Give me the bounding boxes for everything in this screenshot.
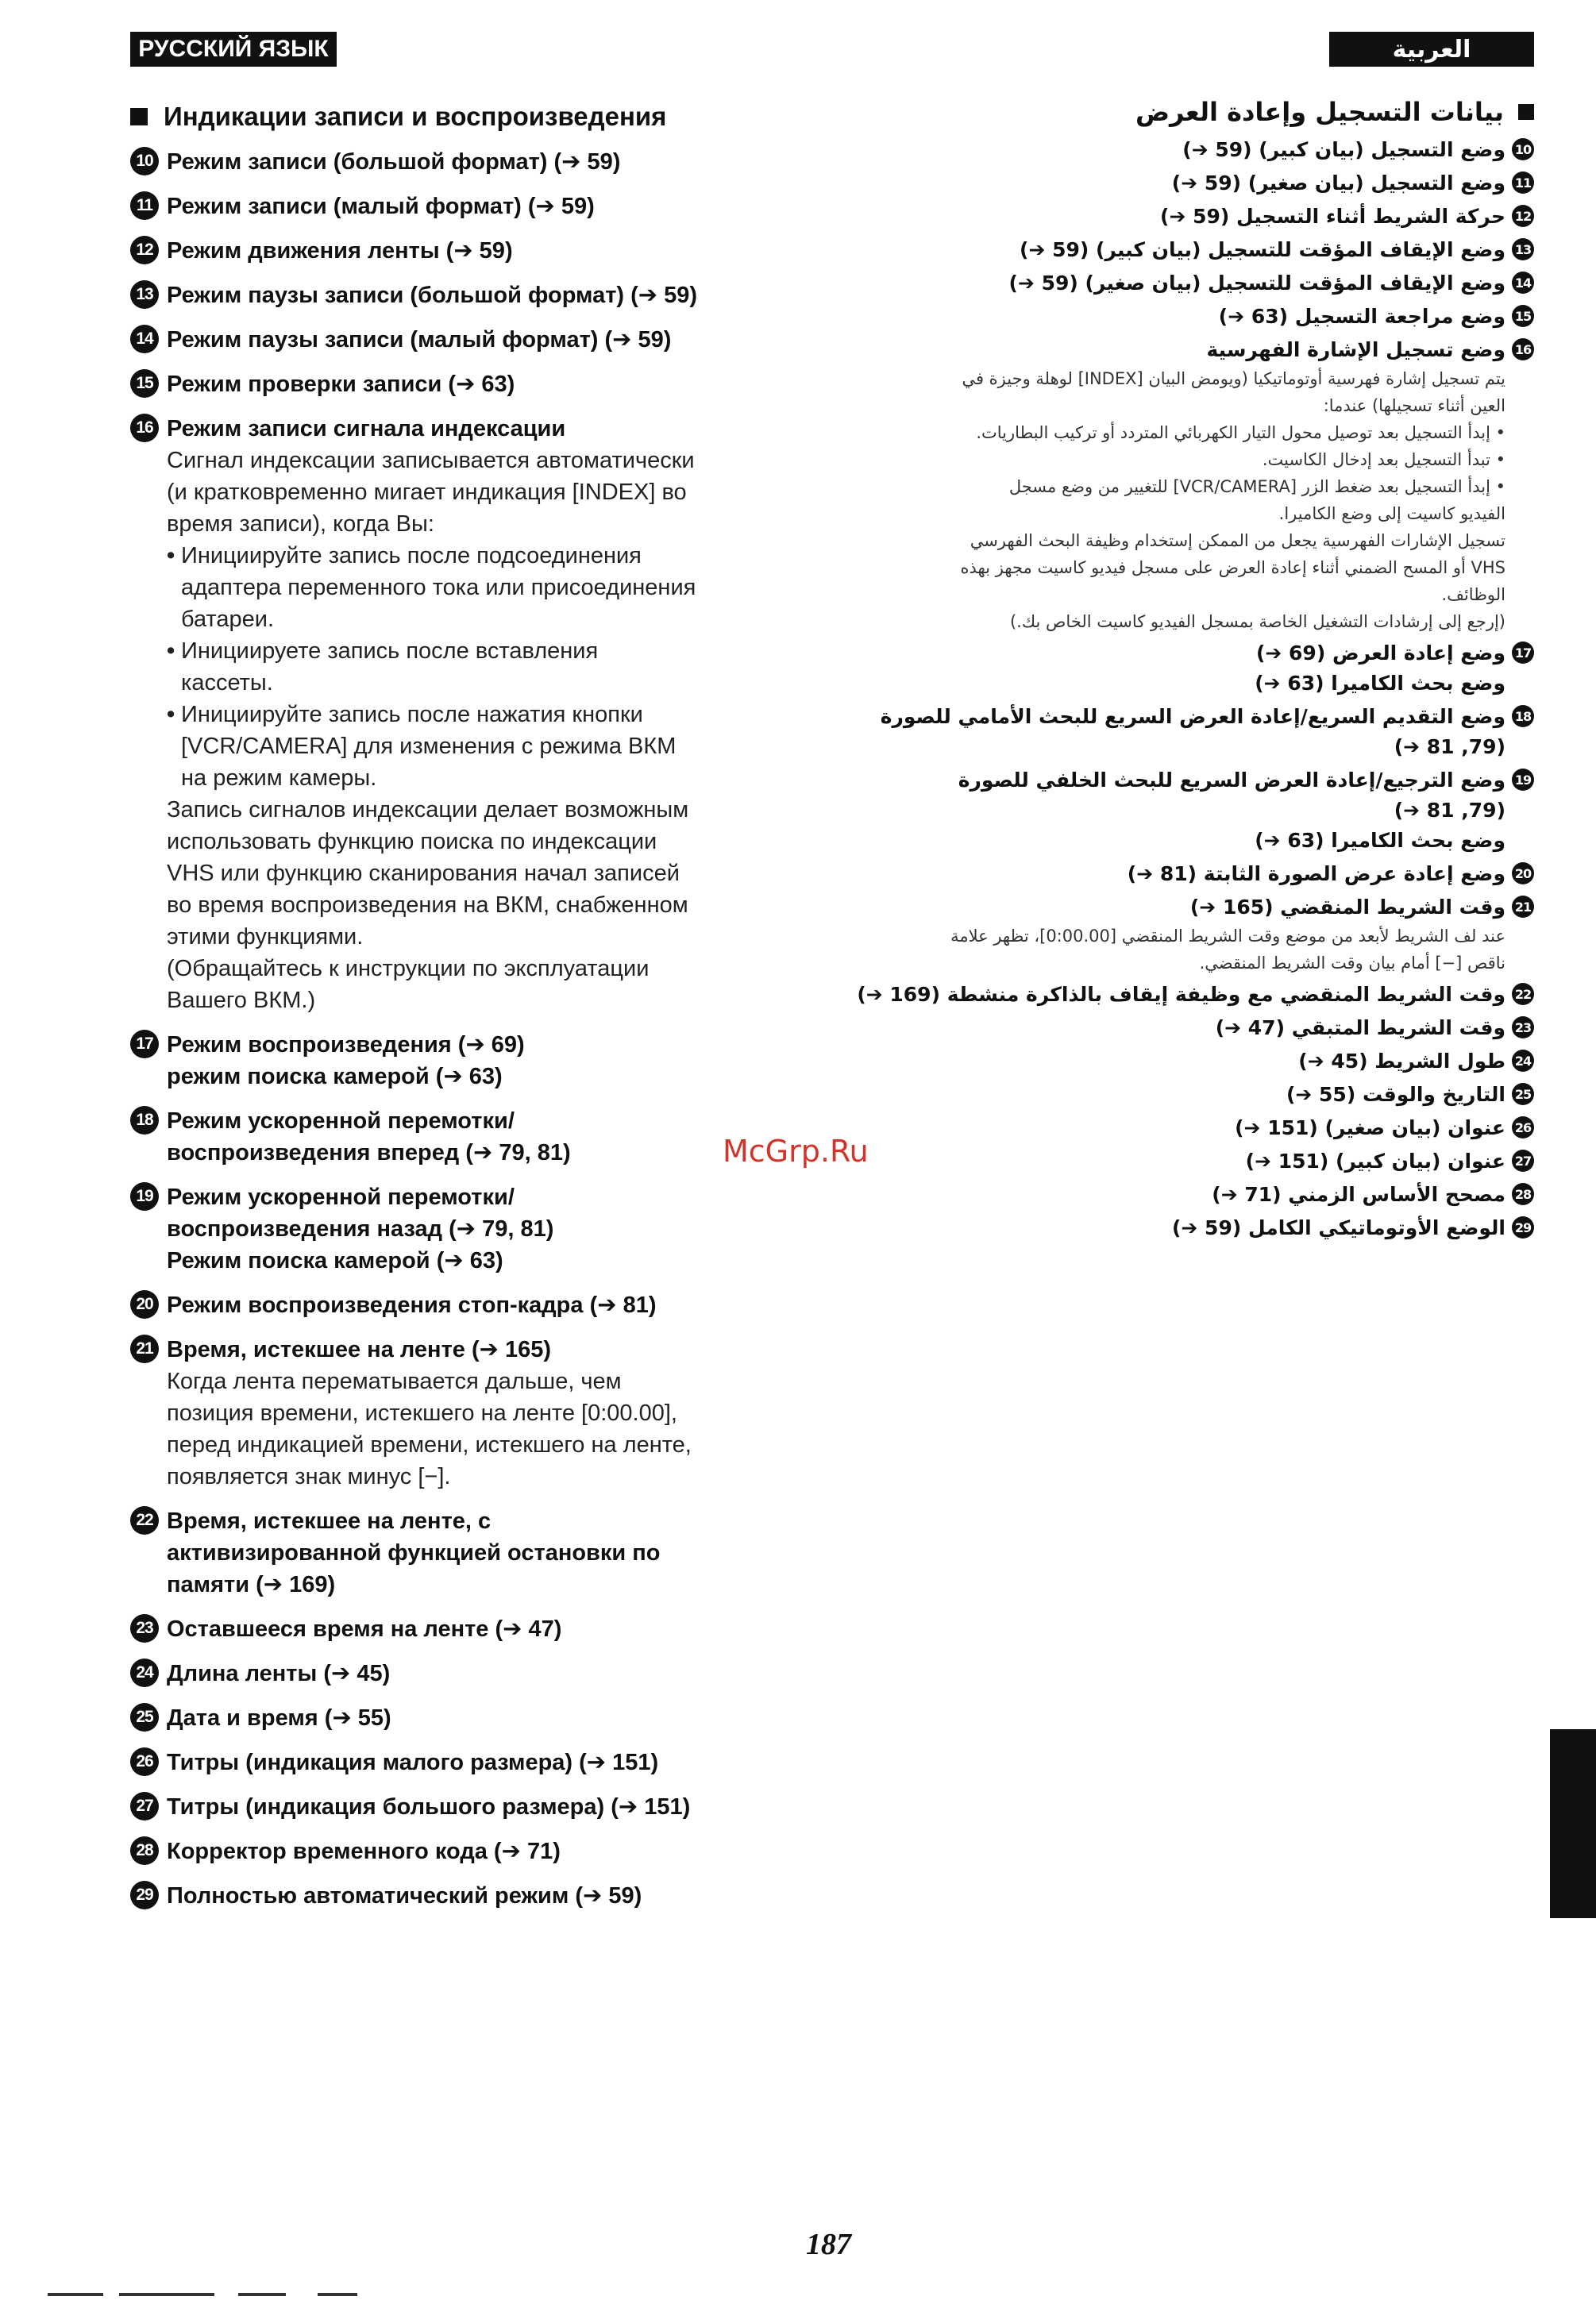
item-number-icon: 21 (1512, 896, 1534, 918)
square-bullet-icon (130, 108, 148, 125)
bullet-dot-icon: • (167, 638, 175, 664)
ru-item-list (130, 146, 813, 1912)
ar-item-body (819, 980, 1505, 1010)
ar-item-16 (819, 335, 1534, 635)
ru-item-body (167, 1289, 813, 1321)
ru-item-label: Режим записи (малый формат) (➔ 59) (167, 194, 595, 219)
ar-item-25 (819, 1080, 1534, 1110)
ru-item-label: Режим паузы записи (малый формат) (➔ 59) (167, 327, 672, 353)
ru-item-body (167, 1181, 813, 1277)
arabic-column (819, 97, 1534, 1243)
ru-item-description: Когда лента перематывается дальше, чем позиция времени, истекшего на ленте [0:00.00], перед индикацией времени, истекшего на ленте, появляется знак минус [−]. (167, 1369, 692, 1489)
item-number-icon: 25 (130, 1703, 159, 1732)
ar-item-list (819, 135, 1534, 1243)
item-number-icon: 23 (130, 1614, 159, 1643)
ru-item-10 (130, 146, 813, 178)
ru-item-21 (130, 1334, 813, 1493)
ar-item-label: وضع مراجعة التسجيل (63 ➔) (1218, 305, 1505, 328)
ru-item-label: Режим ускоренной перемотки/ воспроизведения назад (➔ 79, 81) Режим поиска камерой (➔ 63) (167, 1185, 554, 1273)
item-number-icon: 20 (130, 1290, 159, 1319)
item-number-icon: 19 (130, 1182, 159, 1211)
russian-language-tab: РУССКИЙ ЯЗЫК (130, 32, 337, 67)
ar-item-description: عند لف الشريط لأبعد من موضع وقت الشريط المنقضي [0:00.00]، تظهر علامة ناقص [−] أمام بيان وقت الشريط المنقضي. (950, 927, 1505, 973)
ar-item-body (819, 1046, 1505, 1077)
item-number-icon: 12 (130, 236, 159, 264)
ar-item-body (819, 702, 1505, 762)
ar-item-label: عنوان (بيان كبير) (151 ➔) (1245, 1150, 1505, 1173)
ar-item-body (819, 268, 1505, 299)
ar-item-body (819, 335, 1505, 635)
ar-item-body (819, 1146, 1505, 1177)
ru-item-14 (130, 324, 813, 356)
item-number-icon: 14 (130, 325, 159, 353)
item-number-icon: 28 (1512, 1183, 1534, 1205)
ru-item-body (167, 191, 813, 222)
ru-item-17 (130, 1029, 813, 1092)
ar-item-label: الوضع الأوتوماتيكي الكامل (59 ➔) (1171, 1216, 1505, 1239)
ru-item-label: Режим паузы записи (большой формат) (➔ 59) (167, 283, 698, 308)
ru-item-23 (130, 1613, 813, 1645)
ar-item-body (819, 235, 1505, 265)
ru-item-label: Оставшееся время на ленте (➔ 47) (167, 1616, 562, 1642)
ru-item-body (167, 235, 813, 267)
footer-mark (119, 2293, 214, 2296)
item-number-icon: 27 (1512, 1150, 1534, 1172)
ar-item-description: يتم تسجيل إشارة فهرسية أوتوماتيكيا (ويومض البيان [INDEX] لوهلة وجيزة في العين أثناء تسجيلها) عندما: • إبدأ التسجيل بعد توصيل محول التيار الكهربائي المتردد أو تركيب البطاريات. • تبدأ التسجيل بعد إدخال الكاسيت. • إبدأ التسجيل بعد ضغط الزر [VCR/CAMERA] للتغيير من وضع مسجل الفيديو كاسيت إلى وضع الكاميرا. تسجيل الإشارات الفهرسية يجعل من الممكن إستخدام وظيفة البحث الفهرسي VHS أو المسح الضمني أثناء إعادة العرض على مسجل فيديو كاسيت مجهز بهذه الوظائف. (إرجع إلى إرشادات التشغيل الخاصة بمسجل الفيديو كاسيت الخاص بك.) (960, 369, 1505, 631)
item-number-icon: 13 (130, 280, 159, 309)
ar-item-label: وضع الإيقاف المؤقت للتسجيل (بيان كبير) (59 ➔) (1020, 238, 1505, 261)
ar-item-28 (819, 1180, 1534, 1210)
ru-bullet-item (167, 540, 813, 635)
ru-item-29 (130, 1880, 813, 1912)
ar-item-label: وضع إعادة العرض (69 ➔) وضع بحث الكاميرا (63 ➔) (1255, 641, 1505, 695)
item-number-icon: 18 (1512, 705, 1534, 727)
ru-bullet-item (167, 635, 813, 699)
ru-item-label: Режим движения ленты (➔ 59) (167, 238, 513, 264)
ar-item-body (819, 1080, 1505, 1110)
ar-item-label: التاريخ والوقت (55 ➔) (1286, 1083, 1505, 1106)
russian-column (130, 102, 813, 1912)
ar-item-label: وضع الترجيع/إعادة العرض السريع للبحث الخلفي للصورة (79, 81 ➔) وضع بحث الكاميرا (63 ➔) (958, 769, 1505, 852)
item-number-icon: 11 (130, 191, 159, 220)
ar-item-body (819, 135, 1505, 165)
ru-item-body (167, 279, 813, 311)
item-number-icon: 29 (1512, 1216, 1534, 1239)
item-number-icon: 16 (1512, 338, 1534, 360)
watermark: McGrp.Ru (723, 1134, 869, 1169)
ru-item-11 (130, 191, 813, 222)
ar-item-18 (819, 702, 1534, 762)
ar-item-body (819, 859, 1505, 889)
ar-item-15 (819, 302, 1534, 332)
ar-item-body (819, 892, 1505, 977)
ru-item-body (167, 1105, 813, 1169)
ru-item-label: Полностью автоматический режим (➔ 59) (167, 1883, 642, 1909)
ru-item-label: Время, истекшее на ленте, с активизированной функцией остановки по памяти (➔ 169) (167, 1508, 661, 1597)
ru-item-13 (130, 279, 813, 311)
ru-item-label: Режим записи (большой формат) (➔ 59) (167, 149, 621, 175)
ru-item-label: Режим записи сигнала индексации (167, 416, 566, 441)
ar-item-body (819, 1180, 1505, 1210)
ru-item-body (167, 324, 813, 356)
ar-item-21 (819, 892, 1534, 977)
ru-item-body (167, 368, 813, 400)
item-number-icon: 13 (1512, 238, 1534, 260)
ar-item-body (819, 202, 1505, 232)
item-number-icon: 26 (130, 1747, 159, 1776)
item-number-icon: 10 (1512, 138, 1534, 160)
ar-item-12 (819, 202, 1534, 232)
ru-item-22 (130, 1505, 813, 1601)
ru-item-label: Длина ленты (➔ 45) (167, 1661, 391, 1686)
item-number-icon: 15 (1512, 305, 1534, 327)
ar-item-body (819, 168, 1505, 198)
ar-section-title-text: بيانات التسجيل وإعادة العرض (1135, 97, 1504, 127)
ru-item-body (167, 1613, 813, 1645)
ru-bullet-text: Инициируйте запись после подсоединения адаптера переменного тока или присоединения батареи. (181, 543, 696, 632)
ar-item-14 (819, 268, 1534, 299)
item-number-icon: 14 (1512, 272, 1534, 294)
ru-item-label: Режим проверки записи (➔ 63) (167, 372, 515, 397)
item-number-icon: 22 (130, 1506, 159, 1535)
ar-section-title (819, 97, 1534, 127)
ru-item-26 (130, 1747, 813, 1778)
ar-item-24 (819, 1046, 1534, 1077)
ar-item-label: وضع إعادة عرض الصورة الثابتة (81 ➔) (1127, 862, 1505, 885)
item-number-icon: 10 (130, 147, 159, 175)
ru-section-title-text: Индикации записи и воспроизведения (164, 102, 667, 131)
ru-item-16 (130, 413, 813, 1016)
ar-item-label: مصحح الأساس الزمني (71 ➔) (1212, 1183, 1505, 1206)
ar-item-23 (819, 1013, 1534, 1043)
ru-item-label: Титры (индикация малого размера) (➔ 151) (167, 1750, 659, 1775)
ar-item-17 (819, 638, 1534, 699)
ru-item-description: Сигнал индексации записывается автоматически (и кратковременно мигает индикация [INDEX] во время записи), когда Вы: (167, 448, 695, 537)
ar-item-label: وضع التسجيل (بيان كبير) (59 ➔) (1182, 138, 1505, 161)
ar-item-20 (819, 859, 1534, 889)
ar-item-body (819, 1213, 1505, 1243)
footer-mark (48, 2293, 103, 2296)
ar-item-label: وضع الإيقاف المؤقت للتسجيل (بيان صغير) (59 ➔) (1008, 272, 1505, 295)
ar-item-body (819, 302, 1505, 332)
item-number-icon: 25 (1512, 1083, 1534, 1105)
footer-mark (238, 2293, 286, 2296)
ru-item-label: Время, истекшее на ленте (➔ 165) (167, 1337, 552, 1362)
ru-item-body (167, 1658, 813, 1689)
ru-bullet-text: Инициируйте запись после нажатия кнопки [VCR/CAMERA] для изменения с режима ВКМ на режим камеры. (181, 702, 677, 791)
ru-item-body (167, 1747, 813, 1778)
ar-item-label: حركة الشريط أثناء التسجيل (59 ➔) (1160, 205, 1505, 228)
item-number-icon: 22 (1512, 983, 1534, 1005)
ar-item-label: وقت الشريط المتبقي (47 ➔) (1215, 1016, 1505, 1039)
item-number-icon: 15 (130, 369, 159, 398)
item-number-icon: 11 (1512, 171, 1534, 194)
item-number-icon: 19 (1512, 769, 1534, 791)
ar-item-11 (819, 168, 1534, 198)
ar-item-label: وقت الشريط المنقضي مع وظيفة إيقاف بالذاكرة منشطة (169 ➔) (857, 983, 1505, 1006)
ru-item-label: Режим воспроизведения (➔ 69) режим поиска камерой (➔ 63) (167, 1032, 525, 1089)
item-number-icon: 20 (1512, 862, 1534, 884)
ru-section-title (130, 102, 813, 132)
ru-item-body (167, 1029, 813, 1092)
item-number-icon: 12 (1512, 205, 1534, 227)
ar-item-26 (819, 1113, 1534, 1143)
ar-item-label: وضع التسجيل (بيان صغير) (59 ➔) (1171, 171, 1505, 195)
ar-item-label: وضع التقديم السريع/إعادة العرض السريع للبحث الأمامي للصورة (79, 81 ➔) (880, 705, 1505, 758)
item-number-icon: 23 (1512, 1016, 1534, 1038)
ar-item-body (819, 1013, 1505, 1043)
ru-item-body (167, 1334, 813, 1493)
ru-item-body (167, 146, 813, 178)
page-number: 187 (806, 2228, 851, 2261)
ar-item-13 (819, 235, 1534, 265)
square-bullet-icon (1518, 104, 1534, 120)
ru-bullet-text: Инициируете запись после вставления кассеты. (181, 638, 599, 695)
ar-item-19 (819, 765, 1534, 856)
ru-item-15 (130, 368, 813, 400)
ru-item-label: Титры (индикация большого размера) (➔ 151) (167, 1794, 691, 1820)
ar-item-label: وقت الشريط المنقضي (165 ➔) (1189, 896, 1505, 919)
item-number-icon: 27 (130, 1792, 159, 1820)
ru-item-body (167, 1505, 813, 1601)
ar-item-29 (819, 1213, 1534, 1243)
ru-item-label: Режим ускоренной перемотки/ воспроизведения вперед (➔ 79, 81) (167, 1108, 571, 1165)
ar-item-label: عنوان (بيان صغير) (151 ➔) (1235, 1116, 1505, 1139)
ru-item-24 (130, 1658, 813, 1689)
bullet-dot-icon: • (167, 543, 175, 568)
ar-item-22 (819, 980, 1534, 1010)
ru-item-27 (130, 1791, 813, 1823)
item-number-icon: 24 (1512, 1050, 1534, 1072)
ru-item-12 (130, 235, 813, 267)
item-number-icon: 16 (130, 414, 159, 442)
item-number-icon: 18 (130, 1106, 159, 1135)
item-number-icon: 17 (130, 1030, 159, 1058)
ru-item-19 (130, 1181, 813, 1277)
item-number-icon: 24 (130, 1659, 159, 1687)
ar-item-10 (819, 135, 1534, 165)
item-number-icon: 21 (130, 1335, 159, 1363)
item-number-icon: 26 (1512, 1116, 1534, 1139)
item-number-icon: 17 (1512, 641, 1534, 664)
footer-mark (318, 2293, 357, 2296)
ru-item-body (167, 1836, 813, 1867)
ar-item-body (819, 638, 1505, 699)
ar-item-label: طول الشريط (45 ➔) (1298, 1050, 1505, 1073)
ru-item-20 (130, 1289, 813, 1321)
arabic-language-tab: العربية (1329, 32, 1534, 67)
ru-item-body (167, 1791, 813, 1823)
ru-item-label: Дата и время (➔ 55) (167, 1705, 391, 1731)
ru-item-25 (130, 1702, 813, 1734)
side-index-tab (1550, 1729, 1596, 1918)
ru-item-body (167, 1880, 813, 1912)
bullet-dot-icon: • (167, 702, 175, 727)
ru-item-body (167, 413, 813, 1016)
ar-item-label: وضع تسجيل الإشارة الفهرسية (1206, 338, 1505, 361)
item-number-icon: 29 (130, 1881, 159, 1909)
ar-item-body (819, 765, 1505, 856)
ru-item-28 (130, 1836, 813, 1867)
ru-item-label: Корректор временного кода (➔ 71) (167, 1839, 561, 1864)
ru-item-label: Режим воспроизведения стоп-кадра (➔ 81) (167, 1293, 657, 1318)
ru-item-description: Запись сигналов индексации делает возможным использовать функцию поиска по индексации VHS или функцию сканирования начал записей во время воспроизведения на ВКМ, снабженном этими функциями. (Обращайтесь к инструкции по эксплуатации Вашего ВКМ.) (167, 797, 689, 1013)
ar-item-27 (819, 1146, 1534, 1177)
ar-item-body (819, 1113, 1505, 1143)
item-number-icon: 28 (130, 1836, 159, 1865)
ru-bullet-item (167, 699, 813, 794)
ru-item-body (167, 1702, 813, 1734)
ru-item-18 (130, 1105, 813, 1169)
